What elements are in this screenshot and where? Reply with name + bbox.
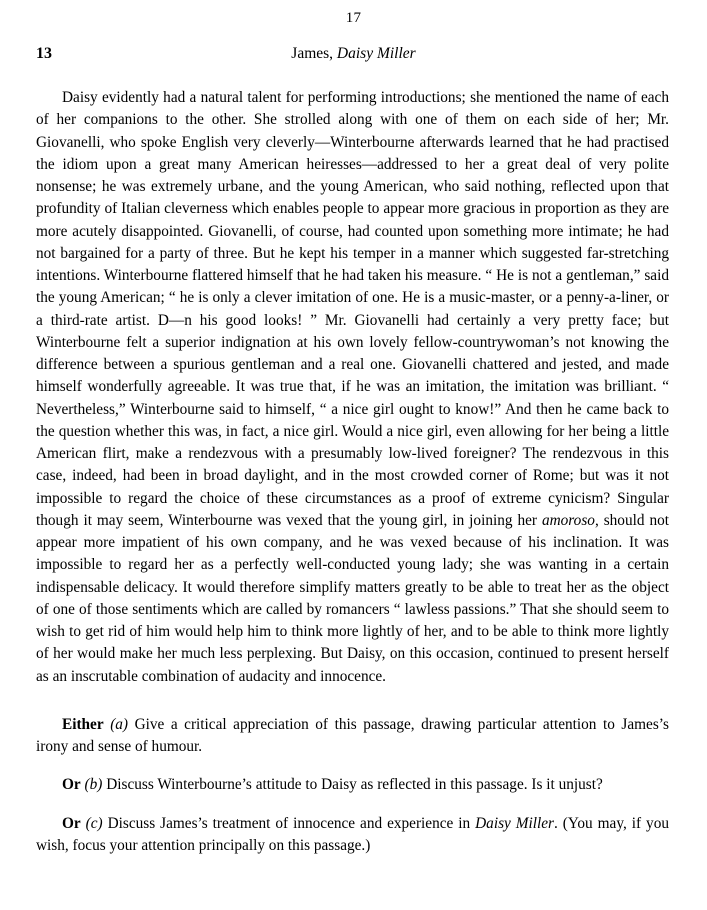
- exam-paper-page: [0, 10, 707, 910]
- question-b-text: Discuss Winterbourne’s attitude to Daisy as reflected in this passage. Is it unjust?: [102, 776, 603, 794]
- passage-text-part-1: Daisy evidently had a natural talent for performing introductions; she mentioned the name of each of her companions to the other. She strolled along with one of them on each side of her; Mr. Giovanelli, who spoke English very cleverly—Winterbourne afterwards learned that he had practised the idiom upon a great many American heiresses—addressed to her a great deal of very polite nonsense; he was extremely urbane, and the young American, who said nothing, reflected upon that profundity of Italian cleverness which enables people to appear more gracious in proportion as they are more acutely disappointed. Giovanelli, of course, had counted upon something more intimate; he had not bargained for a party of three. But he kept his temper in a manner which suggested far-stretching intentions. Winterbourne flattered himself that he had taken his measure. “ He is not a gentleman,” said the young American; “ he is only a clever imitation of one. He is a music-master, or a penny-a-liner, or a third-rate artist. D—n his good looks! ” Mr. Giovanelli had certainly a very pretty face; but Winterbourne felt a superior indignation at his own lovely fellow-countrywoman’s not knowing the difference between a spurious gentleman and a real one. Giovanelli chattered and jested, and made himself wonderfully agreeable. It was true that, if he was an imitation, the imitation was brilliant. “ Nevertheless,” Winterbourne said to himself, “ a nice girl ought to know!” And then he came back to the question whether this was, in fact, a nice girl. Would a nice girl, even allowing for her being a little American flirt, make a rendezvous with a presumably low-lived foreigner? The rendezvous in this case, indeed, had been in broad daylight, and in the most crowded corner of Rome; but was it not impossible to regard the choice of these circumstances as a proof of extreme cynicism? Singular though it may seem, Winterbourne was vexed that the young girl, in joining her: [36, 89, 669, 529]
- question-a-text: Give a critical appreciation of this passage, drawing particular attention to James’s irony and sense of humour.: [36, 715, 670, 755]
- page-folio-number: 17: [345, 10, 362, 26]
- passage-italic-amoroso: amoroso: [541, 511, 595, 529]
- question-option-c: [36, 813, 669, 858]
- question-b-label: Or: [62, 776, 81, 794]
- question-c-text-before: Discuss James’s treatment of innocence and experience in: [102, 814, 476, 832]
- passage-block: [0, 87, 707, 688]
- questions-block: [0, 714, 707, 857]
- question-option-a: [36, 714, 669, 759]
- header-running-title: [0, 45, 707, 63]
- question-c-label: Or: [62, 814, 81, 832]
- question-option-b: [36, 774, 669, 796]
- question-b-marker: (b): [84, 776, 103, 794]
- header-work-title: Daisy Miller: [336, 45, 416, 62]
- passage-text-part-2: , should not appear more impatient of his own company, and he was vexed because of his inclination. It was impossible to regard her as a perfectly well-conducted young lady; she was wanting in a certain indispensable delicacy. It would therefore simplify matters greatly to be able to treat her as the object of one of those sentiments which are called by romancers “ lawless passions.” That she should seem to wish to get rid of him would help him to think more lightly of her, and to be able to think more lightly of her would make her much less perplexing. But Daisy, on this occasion, continued to present herself as an inscrutable combination of audacity and innocence.: [36, 511, 670, 685]
- question-a-label: Either: [62, 715, 104, 733]
- question-c-italic-title: Daisy Miller: [475, 814, 554, 832]
- passage-paragraph: [36, 87, 669, 688]
- question-number: 13: [36, 45, 52, 62]
- header-author: James,: [291, 45, 337, 62]
- question-c-marker: (c): [85, 814, 103, 832]
- page-header: [0, 45, 707, 63]
- question-c-text-after: . (You may, if you wish, focus your attention principally on this passage.): [36, 814, 669, 854]
- question-a-marker: (a): [110, 715, 129, 733]
